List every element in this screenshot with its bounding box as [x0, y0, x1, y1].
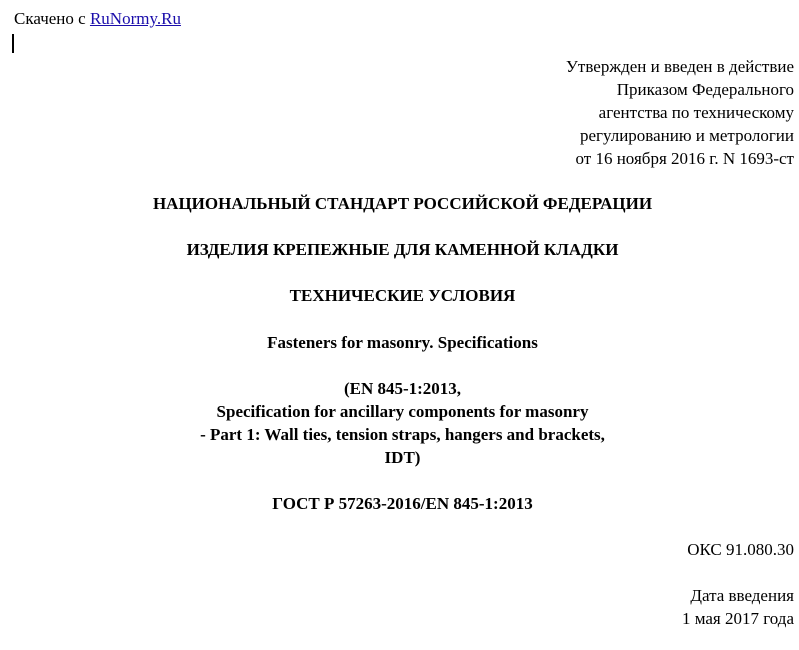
text-cursor [12, 34, 14, 53]
spec-title: ТЕХНИЧЕСКИЕ УСЛОВИЯ [289, 286, 516, 305]
source-prefix: Скачено с [14, 9, 90, 28]
approval-line: от 16 ноября 2016 г. N 1693-ст [575, 149, 794, 168]
english-title: Fasteners for masonry. Specifications [267, 333, 538, 352]
approval-line: агентства по техническому [598, 103, 794, 122]
gost-code: ГОСТ Р 57263-2016/EN 845-1:2013 [272, 494, 533, 513]
source-line [14, 8, 181, 30]
approval-line: Утвержден и введен в действие [565, 57, 794, 76]
national-standard-title: НАЦИОНАЛЬНЫЙ СТАНДАРТ РОССИЙСКОЙ ФЕДЕРАЦИИ [152, 194, 653, 213]
en-reference-line: IDT) [384, 448, 421, 467]
introduction-date-block [682, 584, 794, 630]
approval-line: Приказом Федерального [616, 80, 794, 99]
introduction-date: 1 мая 2017 года [681, 609, 794, 628]
oks-code: ОКС 91.080.30 [687, 540, 794, 559]
source-link[interactable]: RuNormy.Ru [89, 9, 181, 28]
en-reference-line: - Part 1: Wall ties, tension straps, hangers and brackets, [200, 425, 605, 444]
en-reference-block [0, 377, 799, 469]
approval-line: регулированию и метрологии [579, 126, 794, 145]
introduction-label: Дата введения [690, 586, 794, 605]
product-title: ИЗДЕЛИЯ КРЕПЕЖНЫЕ ДЛЯ КАМЕННОЙ КЛАДКИ [186, 240, 619, 259]
approval-block [566, 55, 794, 170]
en-reference-line: (EN 845-1:2013, [343, 379, 462, 398]
en-reference-line: Specification for ancillary components for masonry [216, 402, 589, 421]
